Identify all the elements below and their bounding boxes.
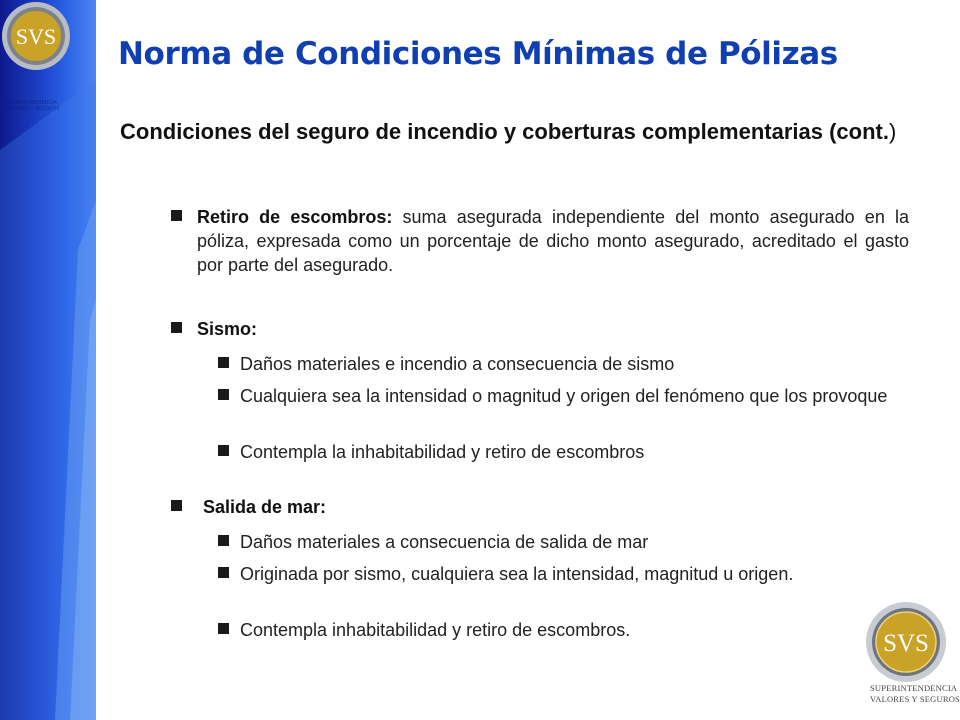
logo-caption-line2: VALORES Y SEGUROS [870, 694, 960, 704]
sub-bullet [240, 384, 909, 408]
bullet-label: Salida de mar: [203, 497, 327, 517]
sub-bullet-text: Daños materiales a consecuencia de salida de mar [240, 532, 649, 552]
bullet-text: suma asegurada independiente del monto asegurado en la póliza, expresada como un porcentaje de dicho monto asegurado, acreditado el gasto por parte del asegurado. [197, 207, 909, 275]
svs-logo-large-icon [864, 600, 948, 684]
bullet-square-icon [171, 500, 182, 511]
bullet-label: Sismo: [197, 319, 258, 339]
bullet-label: Retiro de escombros: [197, 207, 393, 227]
bullet-square-icon [218, 623, 229, 634]
sub-bullet [240, 352, 909, 376]
sidebar-band [0, 0, 96, 720]
bullet-salida-de-mar [203, 495, 915, 519]
svs-logo-icon [0, 0, 72, 72]
sub-bullet-text: Contempla la inhabitabilidad y retiro de escombros [240, 442, 645, 462]
sub-bullet-text: Cualquiera sea la intensidad o magnitud y origen del fenómeno que los provoque [240, 386, 888, 406]
bullet-square-icon [218, 389, 229, 400]
sub-bullet [240, 618, 909, 642]
page-title: Norma de Condiciones Mínimas de Pólizas [118, 36, 838, 72]
bullet-square-icon [218, 357, 229, 368]
sub-bullet [240, 562, 909, 586]
bullet-sismo [197, 317, 909, 341]
bullet-retiro-escombros [197, 205, 909, 277]
bullet-square-icon [218, 567, 229, 578]
bullet-square-icon [171, 322, 182, 333]
bullet-square-icon [218, 445, 229, 456]
section-subtitle: Condiciones del seguro de incendio y coberturas complementarias (cont.) [120, 119, 897, 144]
sub-bullet [240, 530, 909, 554]
sub-bullet-text: Originada por sismo, cualquiera sea la intensidad, magnitud u origen. [240, 564, 794, 584]
logo-small-text: SVS [15, 24, 57, 49]
sub-bullet-text: Contempla inhabitabilidad y retiro de escombros. [240, 620, 631, 640]
bullet-square-icon [218, 535, 229, 546]
logo-small-caption: SUPERINTENDENCIA VALORES Y SEGUROS [6, 100, 60, 112]
sub-bullet [240, 440, 909, 464]
logo-caption [870, 683, 960, 705]
bullet-square-icon [171, 210, 182, 221]
logo-large-text: SVS [883, 630, 929, 657]
logo-caption-line1: SUPERINTENDENCIA [870, 683, 958, 693]
sub-bullet-text: Daños materiales e incendio a consecuencia de sismo [240, 354, 675, 374]
